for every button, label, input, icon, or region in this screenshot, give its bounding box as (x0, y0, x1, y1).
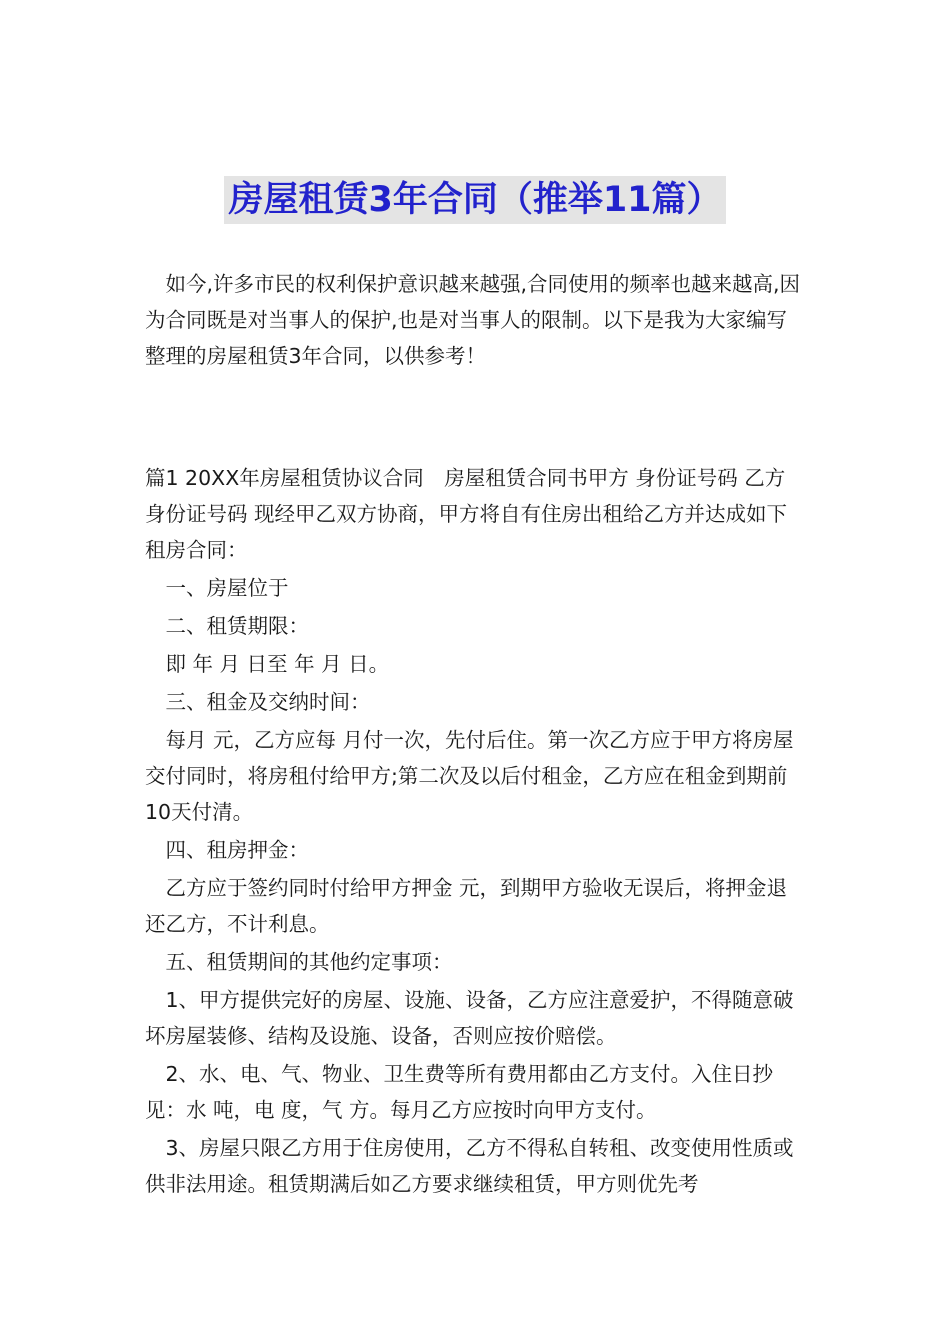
clause-9: 1、甲方提供完好的房屋、设施、设备，乙方应注意爱护，不得随意破坏房屋装修、结构及设施、设备，否则应按价赔偿。 (145, 988, 794, 1048)
document-body (145, 266, 807, 1202)
title-wrapper (0, 176, 950, 224)
clause-3: 即 年 月 日至 年 月 日。 (165, 652, 390, 676)
clause-5: 每月 元，乙方应每 月付一次，先付后住。第一次乙方应于甲方将房屋交付同时，将房租付给甲方;第二次及以后付租金，乙方应在租金到期前10天付清。 (145, 728, 794, 824)
clause-1: 一、房屋位于 (165, 576, 289, 600)
spacer (145, 374, 807, 460)
clause-4: 三、租金及交纳时间： (165, 690, 371, 714)
document-title: 房屋租赁3年合同（推举11篇） (224, 176, 725, 224)
section-header-paragraph: 篇1 20XX年房屋租赁协议合同 房屋租赁合同书甲方 身份证号码 乙方 身份证号码 现经甲乙双方协商，甲方将自有住房出租给乙方并达成如下租房合同： (145, 466, 788, 562)
clause-2: 二、租赁期限： (165, 614, 309, 638)
clause-8: 五、租赁期间的其他约定事项： (165, 950, 453, 974)
clause-10: 2、水、电、气、物业、卫生费等所有费用都由乙方支付。入住日抄见：水 吨，电 度，气 方。每月乙方应按时向甲方支付。 (145, 1062, 774, 1122)
intro-paragraph: 如今,许多市民的权利保护意识越来越强,合同使用的频率也越来越高,因为合同既是对当事人的保护,也是对当事人的限制。以下是我为大家编写整理的房屋租赁3年合同，以供参考！ (145, 272, 801, 368)
clause-6: 四、租房押金： (165, 838, 309, 862)
clause-7: 乙方应于签约同时付给甲方押金 元，到期甲方验收无误后，将押金退还乙方，不计利息。 (145, 876, 788, 936)
clause-11: 3、房屋只限乙方用于住房使用，乙方不得私自转租、改变使用性质或供非法用途。租赁期满后如乙方要求继续租赁，甲方则优先考 (145, 1136, 794, 1196)
